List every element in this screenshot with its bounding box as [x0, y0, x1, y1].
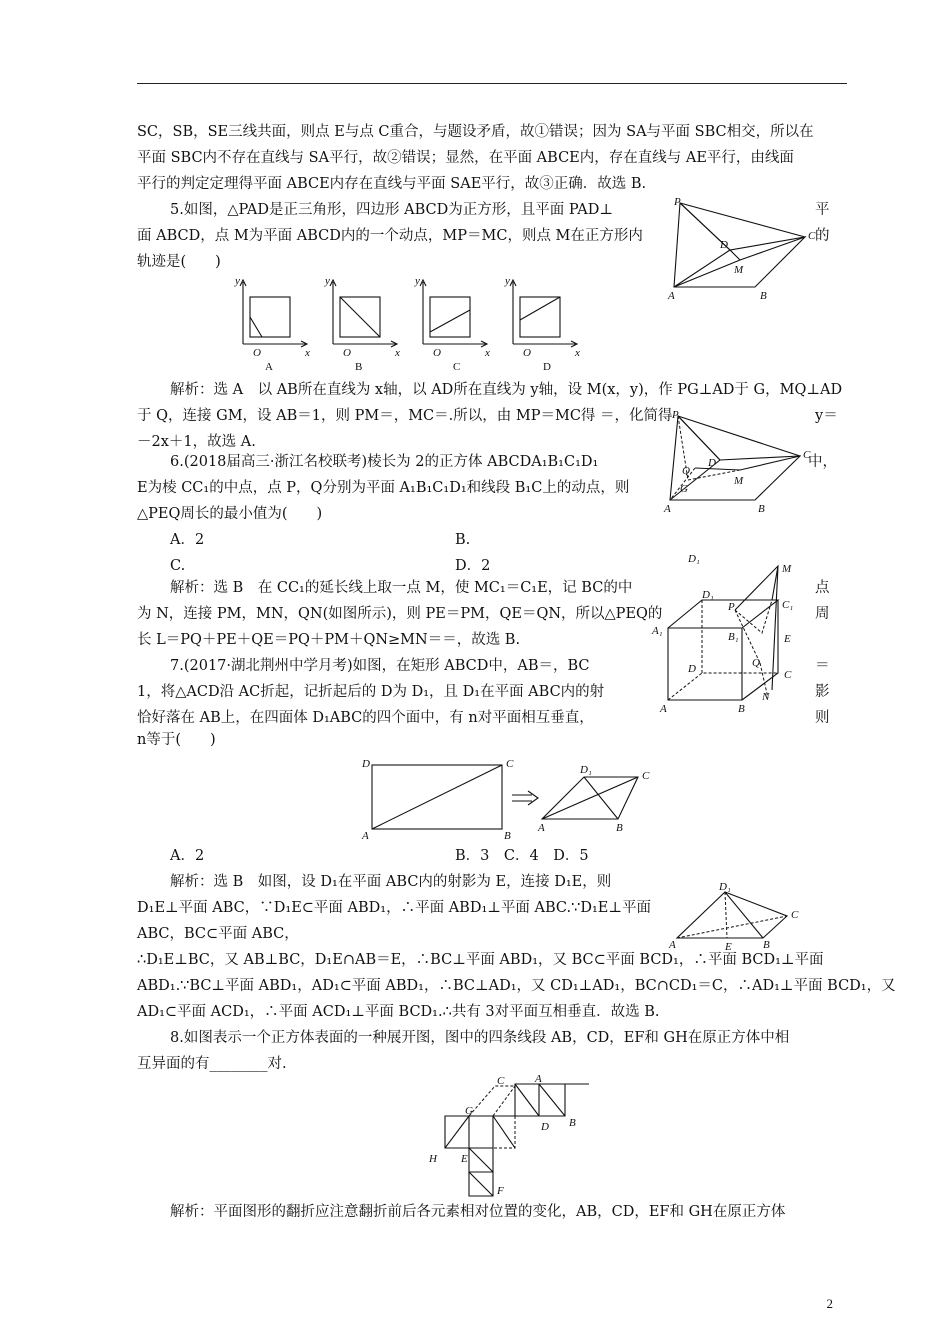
text-line: 平行的判定定理得平面 ABCE内存在直线与平面 SAE平行，故③正确．故选 B.: [137, 176, 647, 192]
label-A: A: [664, 503, 671, 515]
label-A: A: [362, 830, 369, 842]
options-bcd: B．3 C．4 D．5: [455, 848, 589, 864]
text-line: E为棱 CC₁的中点，点 P，Q分别为平面 A₁B₁C₁D₁和线段 B₁C上的动点，则: [137, 480, 630, 496]
option-b: B.: [455, 532, 471, 548]
problem-5-stem: 5.如图，△PAD是正三角形，四边形 ABCD为正方形，且平面 PAD⊥: [170, 202, 613, 218]
side-fragment: 则: [815, 710, 830, 726]
text-line: －2x＋1，故选 A.: [137, 434, 256, 450]
label-P: P: [674, 196, 681, 208]
label-B2: B: [616, 822, 623, 834]
label-D: D: [362, 758, 370, 770]
label-E: E: [784, 633, 791, 645]
text-line: n等于( ): [137, 732, 216, 748]
figure-5-solution: [660, 408, 820, 518]
label-D1: D₁: [580, 764, 592, 776]
text-line: 长 L＝PQ＋PE＋QE＝PQ＋PM＋QN≥MN＝＝，故选 B.: [137, 632, 521, 648]
label-B: B: [504, 830, 511, 842]
label-B: B: [763, 939, 770, 951]
label-G: G: [465, 1105, 473, 1117]
text-line: SC，SB，SE三线共面，则点 E与点 C重合，与题设矛盾，故①错误；因为 SA与平面 SBC相交，所以在: [137, 124, 814, 140]
axis-x-label: x: [485, 347, 490, 359]
label-A2: A: [538, 822, 545, 834]
origin-label: O: [433, 347, 441, 359]
side-fragment: y＝: [815, 408, 838, 424]
label-H: H: [429, 1153, 437, 1165]
label-A1: A₁: [652, 625, 663, 637]
label-C: C: [808, 230, 816, 242]
label-B: B: [758, 503, 765, 515]
side-fragment: 平: [815, 202, 830, 218]
label-E: E: [461, 1153, 468, 1165]
label-C: C: [803, 449, 811, 461]
label-F: F: [497, 1185, 504, 1197]
solution-7: 解析：选 B 如图，设 D₁在平面 ABC内的射影为 E，连接 D₁E，则: [170, 874, 612, 890]
axis-y-label: y: [325, 275, 330, 287]
label-M: M: [734, 475, 744, 487]
solution-6: 解析：选 B 在 CC₁的延长线上取一点 M，使 MC₁＝C₁E，记 BC的中: [170, 580, 633, 596]
option-b-label: B: [355, 361, 363, 373]
origin-label: O: [523, 347, 531, 359]
side-fragment: 的: [815, 228, 830, 244]
option-a: A．2: [170, 532, 205, 548]
figure-5-solid: [660, 195, 820, 305]
text-line: 于 Q，连接 GM，设 AB＝1，则 PM＝，MC＝.所以，由 MP＝MC得 ＝，化简得: [137, 408, 673, 424]
axis-y-label: y: [505, 275, 510, 287]
figure-7-solution: [665, 880, 815, 955]
label-G: G: [680, 483, 688, 495]
figure-7-fold: [360, 755, 660, 840]
option-graph-b: [325, 272, 405, 372]
label-D1: D₁: [719, 881, 731, 893]
label-A: A: [668, 290, 675, 302]
option-a: A．2: [170, 848, 205, 864]
option-c-label: C: [453, 361, 461, 373]
label-B: B: [569, 1117, 576, 1129]
label-B1: B₁: [728, 631, 739, 643]
label-D1: D₁: [702, 589, 714, 601]
label-N: N: [762, 691, 770, 703]
text-line: △PEQ周长的最小值为( ): [137, 506, 323, 522]
text-line: 轨迹是( ): [137, 254, 221, 270]
label-C: C: [784, 669, 792, 681]
axis-x-label: x: [305, 347, 310, 359]
problem-8-stem: 8.如图表示一个正方体表面的一种展开图，图中的四条线段 AB，CD，EF和 GH在原正方体中相: [170, 1030, 790, 1046]
label-C2: C: [642, 770, 650, 782]
problem-6-stem: 6.(2018届高三·浙江名校联考)棱长为 2的正方体 ABCDA₁B₁C₁D₁: [170, 454, 599, 470]
label-A: A: [669, 939, 676, 951]
page-number: 2: [826, 1296, 833, 1311]
axis-x-label: x: [575, 347, 580, 359]
label-C: C: [506, 758, 514, 770]
side-fragment: 影: [815, 684, 830, 700]
label-B: B: [738, 703, 745, 715]
side-fragment: 点: [815, 580, 830, 596]
option-d-label: D: [543, 361, 551, 373]
axis-x-label: x: [395, 347, 400, 359]
label-Q: Q: [752, 657, 760, 669]
label-D: D: [541, 1121, 549, 1133]
label-C1: C₁: [782, 599, 794, 611]
label-C: C: [791, 909, 799, 921]
figure-8-net: [425, 1072, 595, 1197]
text-line: ABC，BC⊂平面 ABC，: [137, 926, 299, 942]
origin-label: O: [343, 347, 351, 359]
label-A: A: [660, 703, 667, 715]
text-line: AD₁⊂平面 ACD₁，∴平面 ACD₁⊥平面 BCD₁.∴共有 3对平面互相垂直．故选 B.: [137, 1004, 660, 1020]
text-line: 为 N，连接 PM，MN，QN(如图所示)，则 PE＝PM，QE＝QN，所以△PEQ的: [137, 606, 663, 622]
problem-7-stem: 7.(2017·湖北荆州中学月考)如图，在矩形 ABCD中，AB＝，BC: [170, 658, 590, 674]
option-graph-a: [235, 272, 315, 372]
solution-8: 解析：平面图形的翻折应注意翻折前后各元素相对位置的变化，AB，CD，EF和 GH在原正方体: [170, 1204, 786, 1220]
label-D: D: [688, 663, 696, 675]
label-P: P: [672, 409, 679, 421]
axis-y-label: y: [235, 275, 240, 287]
option-graph-d: [505, 272, 585, 372]
label-D1-top: D₁: [688, 553, 700, 565]
axis-y-label: y: [415, 275, 420, 287]
label-B: B: [760, 290, 767, 302]
label-D: D: [720, 239, 728, 251]
side-fragment: 中，: [808, 454, 837, 470]
side-fragment: ＝: [815, 658, 830, 674]
label-P: P: [728, 601, 735, 613]
label-D: D: [708, 457, 716, 469]
label-E: E: [725, 941, 732, 953]
option-c: C.: [170, 558, 186, 574]
label-M: M: [782, 563, 792, 575]
label-Q: Q: [682, 465, 690, 477]
side-fragment: 周: [815, 606, 830, 622]
origin-label: O: [253, 347, 261, 359]
option-graph-c: [415, 272, 495, 372]
figure-6-cube: [650, 548, 830, 718]
option-d: D．2: [455, 558, 491, 574]
option-a-label: A: [265, 361, 273, 373]
label-C: C: [497, 1075, 505, 1087]
label-A: A: [535, 1073, 542, 1085]
solution-5: 解析：选 A 以 AB所在直线为 x轴，以 AD所在直线为 y轴，设 M(x，y)，作 PG⊥AD于 G，MQ⊥AD: [170, 382, 843, 398]
text-line: 平面 SBC内不存在直线与 SA平行，故②错误；显然，在平面 ABCE内，存在直线与 AE平行，由线面: [137, 150, 794, 166]
label-M: M: [734, 264, 744, 276]
text-line: 互异面的有________对.: [137, 1056, 287, 1072]
text-line: 1，将△ACD沿 AC折起，记折起后的 D为 D₁，且 D₁在平面 ABC内的射: [137, 684, 605, 700]
text-line: ABD₁.∵BC⊥平面 ABD₁，AD₁⊂平面 ABD₁，∴BC⊥AD₁，又 CD₁⊥AD₁，BC∩CD₁＝C，∴AD₁⊥平面 BCD₁，又: [137, 978, 896, 994]
text-line: 恰好落在 AB上，在四面体 D₁ABC的四个面中，有 n对平面相互垂直，: [137, 710, 594, 726]
header-rule: [137, 83, 847, 84]
text-line: ∴D₁E⊥BC，又 AB⊥BC，D₁E∩AB＝E，∴BC⊥平面 ABD₁，又 BC⊂平面 BCD₁，∴平面 BCD₁⊥平面: [137, 952, 824, 968]
text-line: D₁E⊥平面 ABC，∵D₁E⊂平面 ABD₁，∴平面 ABD₁⊥平面 ABC.∵D₁E⊥平面: [137, 900, 651, 916]
text-line: 面 ABCD，点 M为平面 ABCD内的一个动点，MP＝MC，则点 M在正方形内: [137, 228, 643, 244]
